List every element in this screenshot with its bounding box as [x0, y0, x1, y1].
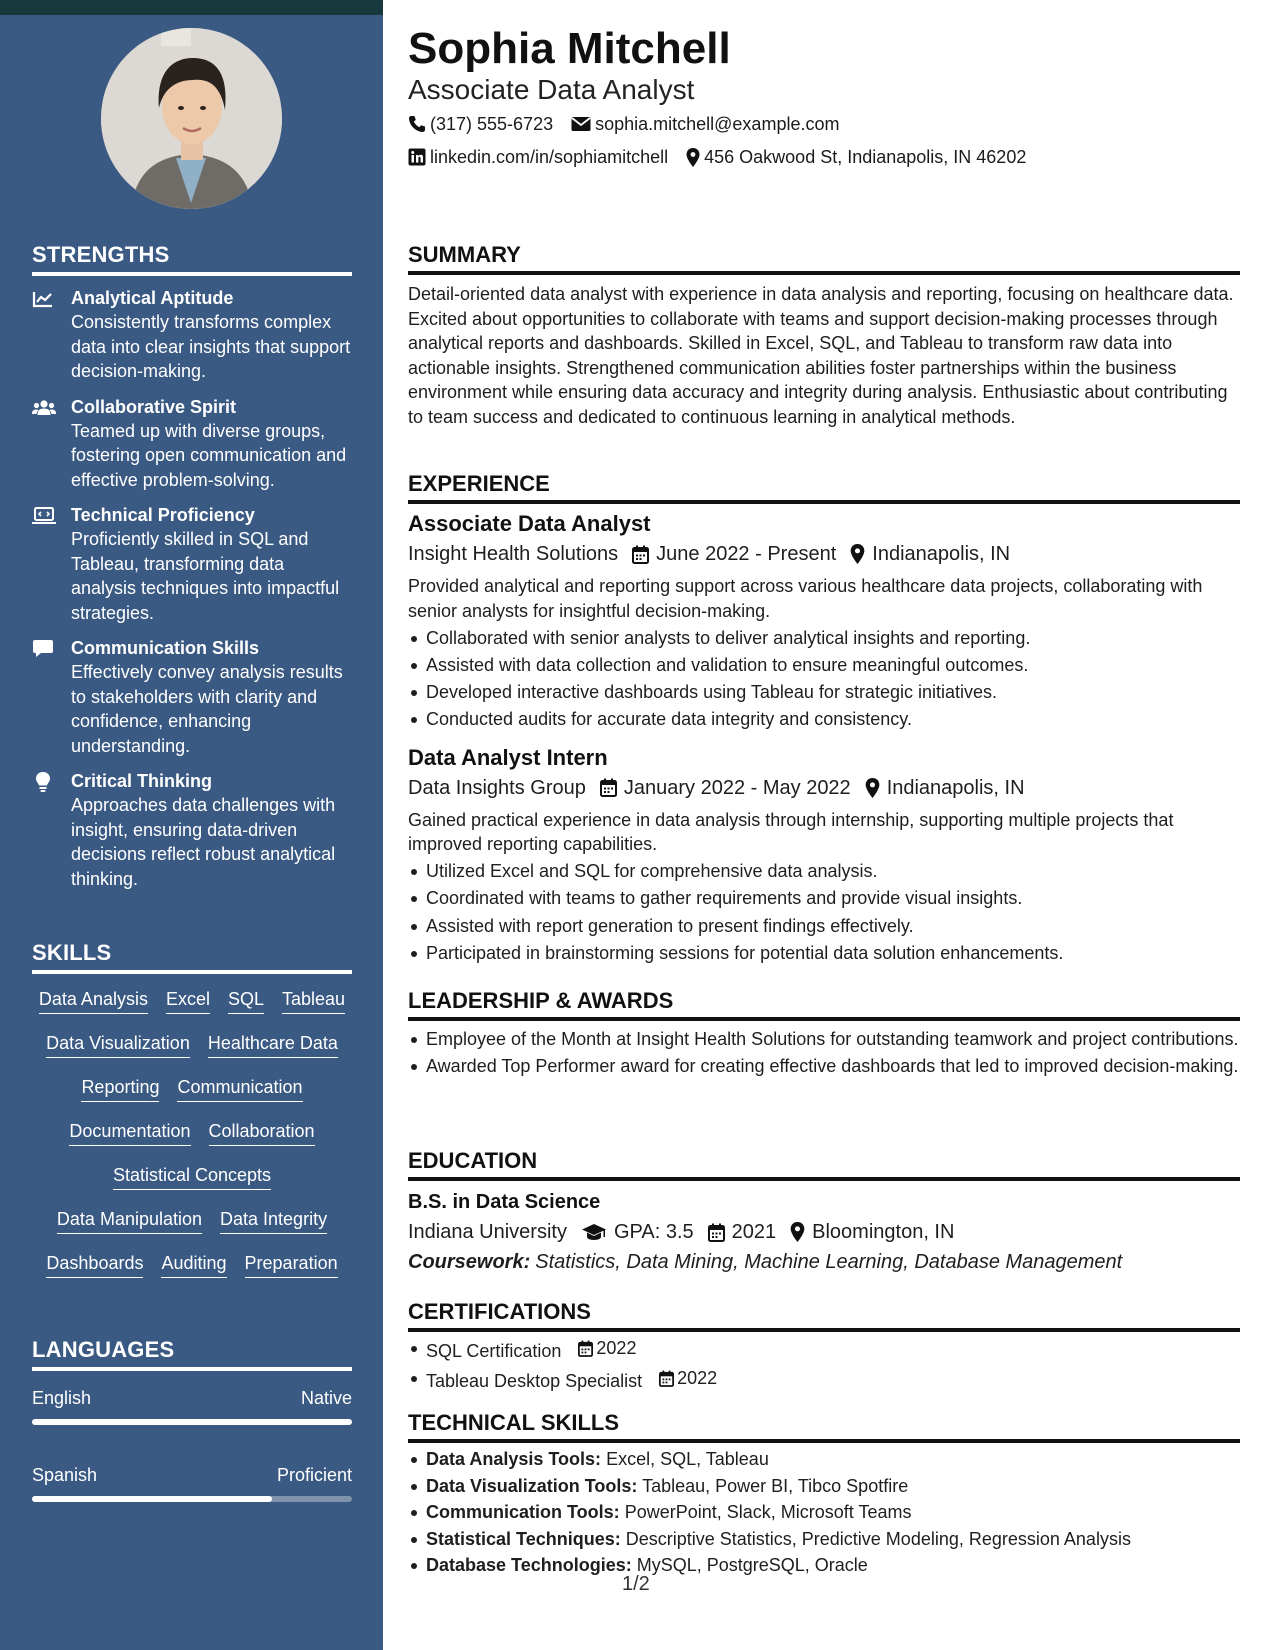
- calendar-icon: [632, 545, 649, 564]
- school-name: Indiana University: [408, 1221, 567, 1243]
- certification-name: SQL Certification: [426, 1340, 562, 1361]
- skill-tag: Documentation: [69, 1118, 190, 1146]
- strength-item: [32, 637, 352, 758]
- summary-heading: SUMMARY: [408, 241, 1240, 275]
- language-name: English: [32, 1388, 92, 1408]
- profile-photo: [101, 28, 282, 209]
- skill-tag: Data Visualization: [46, 1030, 190, 1058]
- strength-item: [32, 396, 352, 493]
- language-proficiency-fill: [32, 1419, 352, 1425]
- language-item: [32, 1464, 352, 1502]
- job-bullet: Assisted with data collection and validation to ensure meaningful outcomes.: [408, 653, 1240, 678]
- certifications-section: [408, 1298, 1240, 1393]
- contact-line-1: [408, 112, 857, 136]
- language-proficiency-bar: [32, 1496, 352, 1502]
- skills-heading: SKILLS: [32, 940, 352, 974]
- technical-skills-heading: TECHNICAL SKILLS: [408, 1409, 1240, 1443]
- certifications-list: [408, 1336, 1240, 1393]
- skill-tag: Communication: [177, 1074, 302, 1102]
- strength-description: Consistently transforms complex data into clear insights that support decision-making.: [71, 312, 351, 381]
- school-location: Bloomington, IN: [812, 1221, 955, 1243]
- linkedin-link[interactable]: linkedin.com/in/sophiamitchell: [430, 147, 669, 167]
- certification-name: Tableau Desktop Specialist: [426, 1370, 643, 1391]
- strength-description: Approaches data challenges with insight, ensuring data-driven decisions reflect robust analytical thinking.: [71, 795, 336, 889]
- strength-item: [32, 287, 352, 384]
- strength-item: [32, 504, 352, 625]
- linkedin-contact: [408, 145, 668, 169]
- lightbulb-icon: [32, 772, 54, 792]
- technical-skill-value: Excel, SQL, Tableau: [606, 1449, 769, 1469]
- strengths-section: [32, 242, 352, 891]
- job-location: Indianapolis, IN: [886, 776, 1025, 799]
- strength-title: Communication Skills: [71, 638, 260, 658]
- candidate-name: Sophia Mitchell: [408, 24, 731, 73]
- skill-tag: Data Manipulation: [57, 1206, 202, 1234]
- envelope-icon: [571, 116, 591, 132]
- skills-list: [32, 986, 352, 1294]
- job-company: Insight Health Solutions: [408, 543, 619, 565]
- job-meta: [408, 774, 1240, 802]
- sidebar: [0, 0, 383, 1650]
- technical-skill-label: Statistical Techniques:: [426, 1528, 621, 1549]
- job-summary: Gained practical experience in data analysis through internship, supporting multiple projects that improved reporting capabilities.: [408, 809, 1174, 855]
- location-pin-icon: [686, 148, 700, 167]
- contact-line-2: [408, 145, 1044, 169]
- job-summary: Provided analytical and reporting support across various healthcare data projects, collaborating with senior analysts for insightful decision-making.: [408, 576, 1203, 621]
- chart-line-icon: [32, 289, 54, 309]
- job-meta: [408, 540, 1240, 568]
- skill-tag: Preparation: [245, 1250, 338, 1278]
- job-bullets: [408, 626, 1240, 732]
- technical-skill-value: Tableau, Power BI, Tibco Spotfire: [642, 1475, 909, 1496]
- candidate-title: Associate Data Analyst: [408, 74, 695, 105]
- job-bullets: [408, 859, 1240, 965]
- job-entry: [408, 744, 1240, 966]
- job-bullet: Participated in brainstorming sessions for potential data solution enhancements.: [408, 941, 1240, 966]
- language-proficiency-fill: [32, 1496, 272, 1502]
- graduation-cap-icon: [581, 1223, 607, 1241]
- job-bullet: Conducted audits for accurate data integrity and consistency.: [408, 707, 1240, 732]
- experience-heading: EXPERIENCE: [408, 470, 1240, 504]
- email-link[interactable]: sophia.mitchell@example.com: [595, 114, 840, 134]
- certification-year: 2022: [596, 1338, 637, 1358]
- technical-skill-item: [408, 1474, 1240, 1498]
- location-pin-icon: [790, 1222, 805, 1242]
- strength-title: Collaborative Spirit: [71, 396, 237, 417]
- job-bullet: Developed interactive dashboards using Tableau for strategic initiatives.: [408, 680, 1240, 705]
- job-title: Associate Data Analyst: [408, 511, 651, 536]
- certifications-heading: CERTIFICATIONS: [408, 1298, 1240, 1332]
- skill-tag: Excel: [166, 986, 210, 1014]
- strength-description: Effectively convey analysis results to stakeholders with clarity and confidence, enhancing understanding.: [71, 662, 343, 756]
- leadership-item: Awarded Top Performer award for creating effective dashboards that led to improved decision-making.: [408, 1054, 1240, 1079]
- coursework-list: Statistics, Data Mining, Machine Learning, Database Management: [535, 1251, 1123, 1273]
- language-level: Native: [300, 1388, 352, 1408]
- technical-skill-value: Descriptive Statistics, Predictive Modeling, Regression Analysis: [625, 1528, 1131, 1549]
- skill-tag: Collaboration: [209, 1118, 315, 1146]
- summary-text: Detail-oriented data analyst with experience in data analysis and reporting, focusing on healthcare data. Excited about opportunities to collaborate with teams and support decision-making processes through analytical reports and dashboards. Skilled in Excel, SQL, and Tableau to transform raw data into actionable insights. Strengthened communication abilities foster partnerships within the business environment while ensuring data accuracy and integrity during analysis. Enthusiastic about contributing to team success and dedicated to continuous learning in analytical methods.: [408, 284, 1234, 427]
- language-proficiency-bar: [32, 1419, 352, 1425]
- technical-skills-section: [408, 1409, 1240, 1577]
- certification-item: [408, 1366, 1240, 1393]
- phone-number: (317) 555-6723: [430, 114, 554, 134]
- address-contact: [686, 145, 1026, 169]
- certification-year: 2022: [677, 1367, 718, 1388]
- job-bullet: Collaborated with senior analysts to deliver analytical insights and reporting.: [408, 626, 1240, 651]
- languages-section: [32, 1337, 352, 1502]
- technical-skill-item: [408, 1500, 1240, 1524]
- linkedin-icon: [408, 148, 426, 166]
- skill-tag: Healthcare Data: [208, 1030, 338, 1058]
- phone-contact: [408, 112, 553, 136]
- certification-item: [408, 1336, 1240, 1363]
- technical-skills-list: [408, 1447, 1240, 1577]
- skill-tag: Reporting: [81, 1074, 159, 1102]
- language-level: Proficient: [276, 1465, 352, 1485]
- technical-skill-label: Database Technologies:: [426, 1555, 632, 1576]
- technical-skill-label: Communication Tools:: [426, 1502, 620, 1523]
- technical-skill-label: Data Analysis Tools:: [426, 1449, 602, 1469]
- technical-skill-value: MySQL, PostgreSQL, Oracle: [636, 1555, 868, 1576]
- coursework: [408, 1248, 1240, 1276]
- strength-title: Technical Proficiency: [71, 505, 255, 525]
- strength-title: Critical Thinking: [71, 771, 213, 791]
- experience-section: [408, 470, 1240, 965]
- job-dates: January 2022 - May 2022: [623, 776, 851, 799]
- leadership-item: Employee of the Month at Insight Health Solutions for outstanding teamwork and project contributions.: [408, 1027, 1240, 1052]
- job-bullet: Coordinated with teams to gather requirements and provide visual insights.: [408, 886, 1240, 911]
- comment-icon: [32, 639, 54, 659]
- users-icon: [32, 398, 54, 418]
- technical-skill-item: [408, 1527, 1240, 1551]
- job-entry: [408, 510, 1240, 732]
- strength-description: Proficiently skilled in SQL and Tableau, transforming data analysis techniques into impactful strategies.: [71, 529, 340, 623]
- job-company: Data Insights Group: [408, 776, 586, 799]
- page-number: 1/2: [622, 1573, 650, 1595]
- job-title: Data Analyst Intern: [408, 744, 608, 770]
- location-pin-icon: [850, 544, 865, 564]
- education-meta: [408, 1218, 1240, 1246]
- leadership-list: [408, 1027, 1240, 1079]
- education-heading: EDUCATION: [408, 1147, 1240, 1181]
- skill-tag: Data Integrity: [220, 1206, 327, 1234]
- languages-heading: LANGUAGES: [32, 1337, 352, 1371]
- technical-skill-value: PowerPoint, Slack, Microsoft Teams: [624, 1502, 912, 1523]
- calendar-icon: [578, 1340, 593, 1357]
- summary-section: [408, 241, 1240, 430]
- leadership-section: [408, 987, 1240, 1079]
- technical-skill-label: Data Visualization Tools:: [426, 1475, 638, 1496]
- job-bullet: Assisted with report generation to present findings effectively.: [408, 914, 1240, 939]
- sidebar-top-bar: [0, 0, 383, 15]
- skills-section: [32, 940, 352, 1294]
- skill-tag: Auditing: [161, 1250, 226, 1278]
- skill-tag: Tableau: [282, 986, 345, 1014]
- leadership-heading: LEADERSHIP & AWARDS: [408, 987, 1240, 1021]
- technical-skill-item: [408, 1553, 1240, 1577]
- strength-title: Analytical Aptitude: [71, 288, 234, 308]
- graduation-year: 2021: [731, 1221, 777, 1243]
- calendar-icon: [600, 778, 617, 797]
- education-section: [408, 1147, 1240, 1276]
- strength-item: [32, 770, 352, 891]
- job-bullet: Utilized Excel and SQL for comprehensive data analysis.: [408, 859, 1240, 884]
- location-pin-icon: [865, 778, 880, 798]
- strength-description: Teamed up with diverse groups, fostering open communication and effective problem-solving.: [71, 420, 347, 490]
- skill-tag: Dashboards: [46, 1250, 143, 1278]
- gpa: GPA: 3.5: [613, 1221, 694, 1243]
- laptop-code-icon: [32, 506, 54, 526]
- strengths-heading: STRENGTHS: [32, 242, 352, 276]
- address-text: 456 Oakwood St, Indianapolis, IN 46202: [704, 147, 1027, 167]
- degree: B.S. in Data Science: [408, 1191, 601, 1213]
- calendar-icon: [659, 1370, 674, 1387]
- coursework-label: Coursework:: [408, 1251, 531, 1273]
- skill-tag: Statistical Concepts: [113, 1162, 271, 1190]
- skill-tag: Data Analysis: [39, 986, 148, 1014]
- skill-tag: SQL: [228, 986, 264, 1014]
- language-item: [32, 1387, 352, 1425]
- job-dates: June 2022 - Present: [656, 543, 837, 565]
- phone-icon: [408, 115, 426, 133]
- technical-skill-item: [408, 1447, 1240, 1471]
- job-location: Indianapolis, IN: [872, 543, 1011, 565]
- email-contact: [571, 112, 839, 136]
- language-name: Spanish: [32, 1465, 98, 1485]
- calendar-icon: [708, 1223, 725, 1242]
